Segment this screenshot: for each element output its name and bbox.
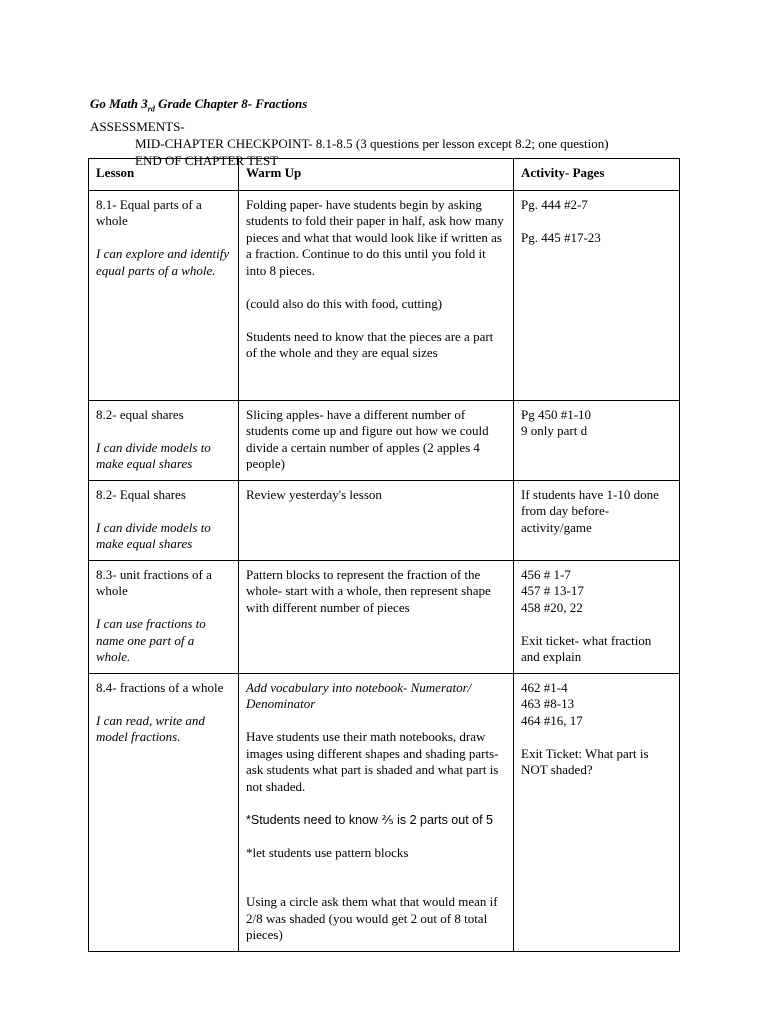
- activity-cell: [514, 190, 680, 400]
- activity-text: 463 #8-13: [521, 696, 575, 711]
- warm-up-text: Pattern blocks to represent the fraction of the whole- start with a whole, then represent shape with different number of pieces: [246, 566, 491, 615]
- activity-cell: [514, 560, 680, 673]
- activity-text: 462 #1-4: [521, 679, 568, 695]
- activity-text: Exit ticket- what fraction and explain: [521, 632, 652, 664]
- lesson-plan-table: [88, 158, 680, 952]
- warm-up-text: Folding paper- have students begin by asking students to fold their paper in half, ask how many pieces and what that would look like if written as a fraction. Continue to do this until you fold it into 8 pieces.: [246, 196, 504, 278]
- lesson-cell: [89, 480, 239, 560]
- activity-cell: [514, 673, 680, 951]
- assessments-label: ASSESSMENTS-: [90, 118, 185, 134]
- lesson-title: 8.4- fractions of a whole: [96, 679, 224, 695]
- table-row: [89, 560, 680, 673]
- learning-goal: I can read, write and model fractions.: [96, 712, 205, 744]
- learning-goal: I can divide models to make equal shares: [96, 519, 211, 551]
- activity-text: Pg. 445 #17-23: [521, 229, 601, 245]
- lesson-cell: [89, 673, 239, 951]
- column-header-activity-pages: Activity- Pages: [514, 159, 680, 191]
- warm-up-cell: [239, 400, 514, 480]
- activity-text: 464 #16, 17: [521, 712, 583, 728]
- document-title: [90, 95, 710, 118]
- table-row: [89, 190, 680, 400]
- lesson-title: 8.3- unit fractions of a whole: [96, 566, 212, 598]
- lesson-cell: [89, 560, 239, 673]
- activity-cell: [514, 400, 680, 480]
- warm-up-text: *let students use pattern blocks: [246, 844, 409, 860]
- title-superscript: rd: [147, 104, 155, 114]
- activity-cell: [514, 480, 680, 560]
- lesson-cell: [89, 400, 239, 480]
- warm-up-text: Slicing apples- have a different number of students come up and figure out how we could divide a certain number of apples (2 apples 4 people): [246, 406, 489, 471]
- learning-goal: I can divide models to make equal shares: [96, 439, 211, 471]
- activity-text: Exit Ticket: What part is NOT shaded?: [521, 745, 649, 777]
- activity-text: 457 # 13-17: [521, 583, 584, 598]
- activity-text: Pg 450 #1-10: [521, 406, 592, 422]
- mid-chapter-checkpoint: MID-CHAPTER CHECKPOINT- 8.1-8.5 (3 questions per lesson except 8.2; one question): [135, 135, 609, 151]
- warm-up-text: Students need to know that the pieces are a part of the whole and they are equal sizes: [246, 328, 494, 360]
- warm-up-text: *Students need to know ⅖ is 2 parts out of 5: [246, 812, 493, 827]
- activity-text: 458 #20, 22: [521, 599, 583, 615]
- warm-up-cell: [239, 673, 514, 951]
- table-row: [89, 400, 680, 480]
- activity-text: 9 only part d: [521, 423, 588, 438]
- lesson-cell: [89, 190, 239, 400]
- learning-goal: I can use fractions to name one part of a whole.: [96, 616, 206, 664]
- column-header-lesson: Lesson: [89, 159, 239, 191]
- warm-up-cell: [239, 480, 514, 560]
- warm-up-cell: [239, 560, 514, 673]
- activity-text: Pg. 444 #2-7: [521, 196, 588, 212]
- column-header-warm-up: Warm Up: [239, 159, 514, 191]
- warm-up-text: Using a circle ask them what that would mean if 2/8 was shaded (you would get 2 out of 8 total pieces): [246, 894, 498, 942]
- title-suffix: Grade Chapter 8- Fractions: [154, 96, 308, 111]
- warm-up-cell: [239, 190, 514, 400]
- learning-goal: I can explore and identify equal parts of a whole.: [96, 246, 230, 278]
- title-prefix: Go Math 3: [90, 96, 148, 111]
- table-row: [89, 673, 680, 951]
- vocabulary-note: Add vocabulary into notebook- Numerator/ Denominator: [246, 679, 472, 711]
- table-header-row: [89, 159, 680, 191]
- activity-text: 456 # 1-7: [521, 566, 571, 582]
- warm-up-text: (could also do this with food, cutting): [246, 295, 443, 311]
- lesson-title: 8.2- equal shares: [96, 406, 184, 422]
- warm-up-text: Review yesterday's lesson: [246, 486, 382, 502]
- warm-up-text: Have students use their math notebooks, draw images using different shapes and shading parts- ask students what part is shaded and what part is not shaded.: [246, 729, 499, 794]
- end-of-chapter-test: END OF CHAPTER TEST: [135, 152, 279, 168]
- table-row: [89, 480, 680, 560]
- lesson-title: 8.2- Equal shares: [96, 486, 186, 502]
- activity-text: If students have 1-10 done from day before- activity/game: [521, 486, 659, 535]
- lesson-title: 8.1- Equal parts of a whole: [96, 196, 202, 228]
